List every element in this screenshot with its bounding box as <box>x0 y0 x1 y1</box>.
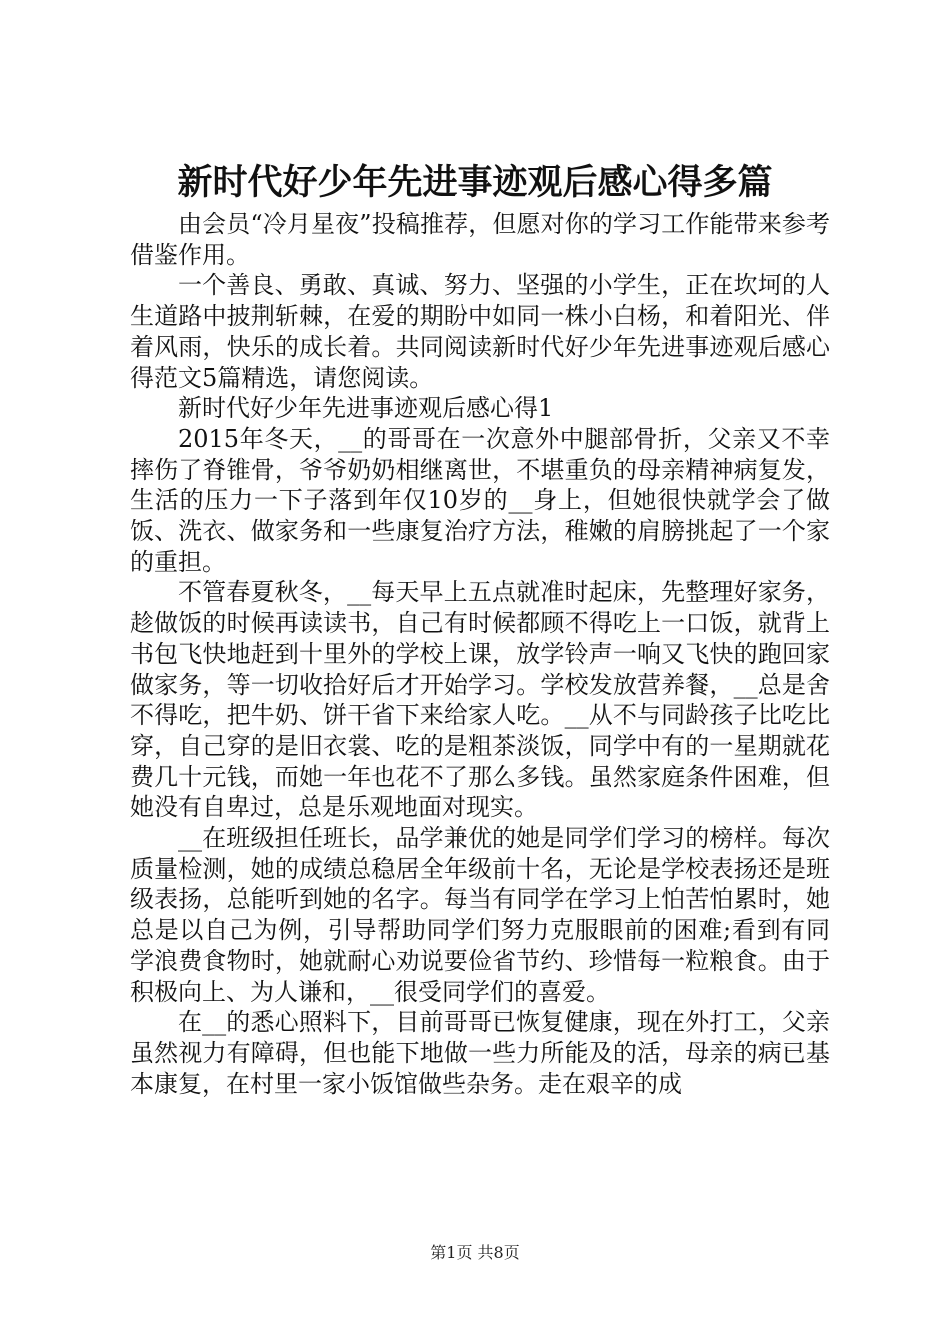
page-footer: 第1页 共8页 <box>430 1243 520 1262</box>
paragraph-story-2: 不管春夏秋冬，__每天早上五点就准时起床，先整理好家务，趁做饭的时候再读读书，自己有时候都顾不得吃上一口饭，就背上书包飞快地赶到十里外的学校上课，放学铃声一响又飞快的跑回家做家务，等一切收拾好后才开始学习。学校发放营养餐，__总是舍不得吃，把牛奶、饼干省下来给家人吃。__从不与同龄孩子比吃比穿，自己穿的是旧衣裳、吃的是粗茶淡饭，同学中有的一星期就花费几十元钱，而她一年也花不了那么多钱。虽然家庭条件困难，但她没有自卑过，总是乐观地面对现实。 <box>130 578 830 822</box>
document-body <box>130 209 830 1099</box>
section-heading: 新时代好少年先进事迹观后感心得1 <box>178 394 554 423</box>
paragraph-intro: 由会员“冷月星夜”投稿推荐，但愿对你的学习工作能带来参考借鉴作用。 <box>130 210 830 269</box>
document-title: 新时代好少年先进事迹观后感心得多篇 <box>177 162 773 203</box>
paragraph-story-4: 在__的悉心照料下，目前哥哥已恢复健康，现在外打工，父亲虽然视力有障碍，但也能下地做一些力所能及的活，母亲的病已基本康复，在村里一家小饭馆做些杂务。走在艰辛的成 <box>130 1008 830 1098</box>
paragraph-story-3: __在班级担任班长，品学兼优的她是同学们学习的榜样。每次质量检测，她的成绩总稳居全年级前十名，无论是学校表扬还是班级表扬，总能听到她的名字。每当有同学在学习上怕苦怕累时，她总是以自己为例，引导帮助同学们努力克服眼前的困难;看到有同学浪费食物时，她就耐心劝说要俭省节约、珍惜每一粒粮食。由于积极向上、为人谦和，__很受同学们的喜爱。 <box>130 824 830 1006</box>
paragraph-story-1: 2015年冬天，__的哥哥在一次意外中腿部骨折，父亲又不幸摔伤了脊锥骨，爷爷奶奶相继离世，不堪重负的母亲精神病复发，生活的压力一下子落到年仅10岁的__身上，但她很快就学会了做饭、洗衣、做家务和一些康复治疗方法，稚嫩的肩膀挑起了一个家的重担。 <box>130 424 830 576</box>
paragraph-summary: 一个善良、勇敢、真诚、努力、坚强的小学生，正在坎坷的人生道路中披荆斩棘，在爱的期盼中如同一株小白杨，和着阳光、伴着风雨，快乐的成长着。共同阅读新时代好少年先进事迹观后感心得范文5篇精选，请您阅读。 <box>130 271 830 392</box>
